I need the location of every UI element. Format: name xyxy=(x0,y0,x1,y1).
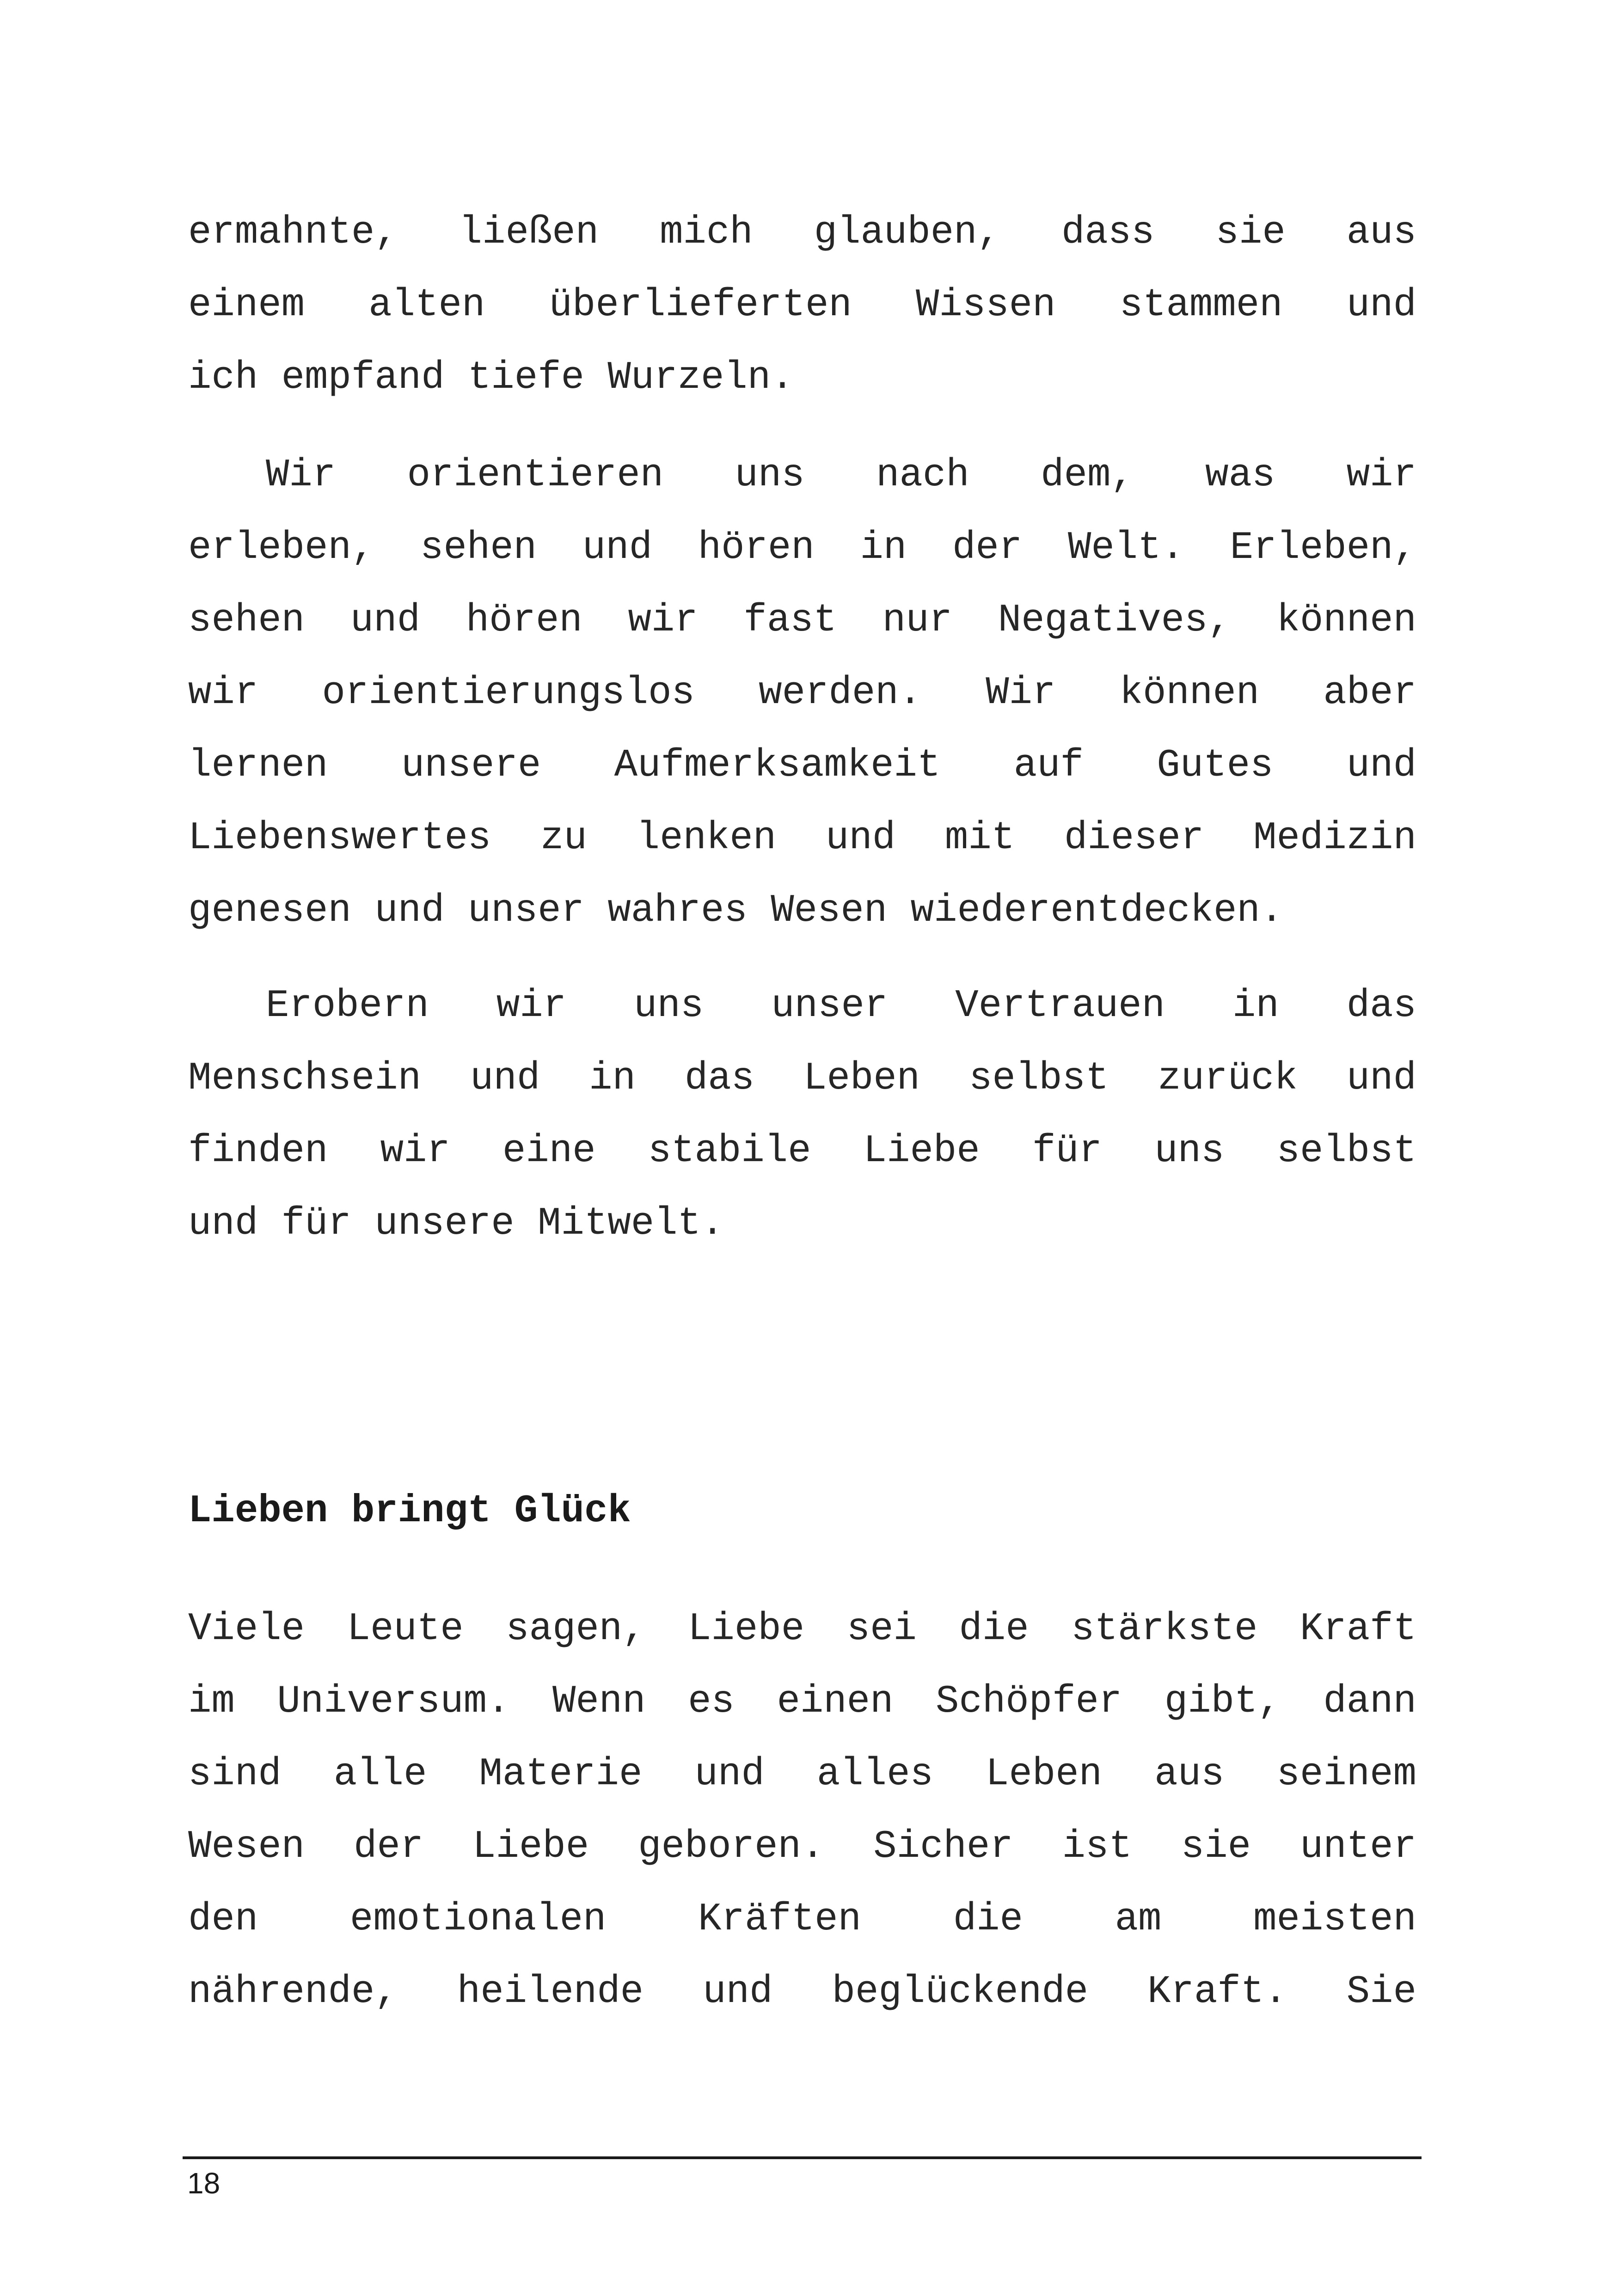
paragraph-3 xyxy=(188,970,1416,1260)
text-line: finden wir eine stabile Liebe für uns selbst xyxy=(188,1129,1416,1173)
text-line: im Universum. Wenn es einen Schöpfer gibt, dann xyxy=(188,1680,1416,1724)
text-line: Wesen der Liebe geboren. Sicher ist sie unter xyxy=(188,1825,1416,1869)
text-line: einem alten überlieferten Wissen stammen und xyxy=(188,283,1416,327)
paragraph-2 xyxy=(188,439,1416,947)
text-line: genesen und unser wahres Wesen wiederentdecken. xyxy=(188,889,1284,933)
text-line: Wir orientieren uns nach dem, was wir xyxy=(266,453,1416,497)
text-line: erleben, sehen und hören in der Welt. Erleben, xyxy=(188,526,1416,570)
text-line: Viele Leute sagen, Liebe sei die stärkste Kraft xyxy=(188,1607,1416,1651)
page-number: 18 xyxy=(187,2167,221,2200)
text-line: Liebenswertes zu lenken und mit dieser Medizin xyxy=(188,816,1416,860)
text-line: nährende, heilende und beglückende Kraft. Sie xyxy=(188,1970,1416,2014)
text-line: ich empfand tiefe Wurzeln. xyxy=(188,356,794,400)
text-line: und für unsere Mitwelt. xyxy=(188,1202,724,1246)
text-line: sehen und hören wir fast nur Negatives, können xyxy=(188,599,1416,643)
text-line: wir orientierungslos werden. Wir können aber xyxy=(188,671,1416,715)
section-heading: Lieben bringt Glück xyxy=(188,1489,631,1533)
text-line: den emotionalen Kräften die am meisten xyxy=(188,1898,1416,1941)
text-line: ermahnte, ließen mich glauben, dass sie aus xyxy=(188,211,1416,255)
text-line: sind alle Materie und alles Leben aus seinem xyxy=(188,1752,1416,1796)
paragraph-1 xyxy=(188,196,1416,414)
text-line: Menschsein und in das Leben selbst zurück und xyxy=(188,1057,1416,1101)
text-line: Erobern wir uns unser Vertrauen in das xyxy=(266,984,1416,1028)
paragraph-4 xyxy=(188,1593,1416,2028)
footer-divider xyxy=(183,2156,1422,2159)
text-line: lernen unsere Aufmerksamkeit auf Gutes und xyxy=(188,744,1416,788)
